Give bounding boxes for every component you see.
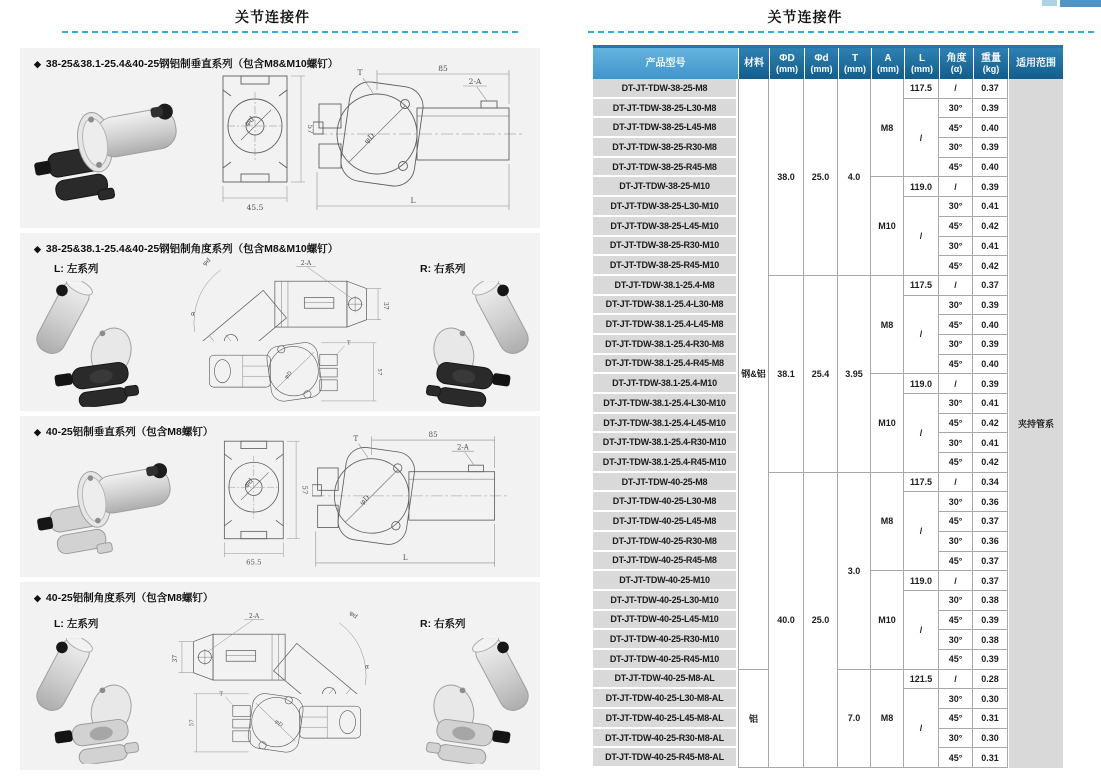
svg-text:L: L	[410, 196, 416, 205]
cell-a: M10	[871, 374, 904, 472]
left-series-label: L: 左系列	[54, 618, 99, 630]
cell-model: DT-JT-TDW-38-25-M8	[593, 79, 738, 99]
cell-model: DT-JT-TDW-38-25-M10	[593, 177, 738, 197]
diamond-bullet-icon: ◆	[34, 427, 41, 437]
section-heading: ◆ 40-25铝制垂直系列（包含M8螺钉）	[34, 426, 214, 438]
diamond-bullet-icon: ◆	[34, 593, 41, 603]
cell-l: 121.5	[904, 670, 939, 690]
cell-weight: 0.31	[973, 709, 1008, 729]
cell-l: /	[904, 492, 939, 571]
cell-weight: 0.37	[973, 552, 1008, 572]
cell-model: DT-JT-TDW-38-25-L30-M8	[593, 99, 738, 119]
part-photo-angle-right	[392, 638, 537, 764]
cell-weight: 0.37	[973, 276, 1008, 296]
cell-weight: 0.42	[973, 256, 1008, 276]
svg-text:2-A: 2-A	[468, 77, 482, 86]
svg-text:φD: φD	[358, 493, 372, 507]
svg-text:φD: φD	[283, 370, 294, 381]
right-title-divider	[588, 31, 1094, 33]
cell-weight: 0.38	[973, 630, 1008, 650]
cell-a: M8	[871, 276, 904, 374]
cell-model: DT-JT-TDW-38.1-25.4-R45-M8	[593, 355, 738, 375]
table-body	[593, 79, 1063, 768]
cell-model: DT-JT-TDW-38.1-25.4-R30-M10	[593, 433, 738, 453]
cell-model: DT-JT-TDW-40-25-L45-M10	[593, 611, 738, 631]
cell-model: DT-JT-TDW-40-25-R30-M8	[593, 532, 738, 552]
cell-angle: 45°	[939, 512, 973, 532]
svg-text:φd: φd	[201, 256, 213, 268]
cell-angle: 30°	[939, 689, 973, 709]
left-page-title: 关节连接件	[235, 9, 310, 25]
section-heading: ◆ 38-25&38.1-25.4&40-25钢铝制垂直系列（包含M8&M10螺钉）	[34, 58, 339, 70]
diamond-bullet-icon: ◆	[34, 59, 41, 69]
cell-l: 117.5	[904, 473, 939, 493]
col-header-model: 产品型号	[593, 48, 738, 79]
col-header-phid: Φd (mm)	[804, 48, 838, 79]
cell-angle: 30°	[939, 433, 973, 453]
cell-angle: 45°	[939, 709, 973, 729]
cell-weight: 0.36	[973, 492, 1008, 512]
cell-weight: 0.37	[973, 79, 1008, 99]
spec-table	[593, 48, 1063, 768]
right-page-title: 关节连接件	[767, 9, 843, 25]
cell-weight: 0.37	[973, 512, 1008, 532]
cell-model: DT-JT-TDW-38-25-R45-M10	[593, 256, 738, 276]
col-header-a: A (mm)	[871, 48, 904, 79]
angle-top-view-drawing	[172, 608, 377, 694]
front-view-drawing	[217, 432, 309, 570]
spec-table-wrap	[593, 45, 1063, 768]
cell-weight: 0.30	[973, 689, 1008, 709]
part-photo-angle-right	[392, 281, 537, 407]
cell-angle: 30°	[939, 630, 973, 650]
cell-angle: 45°	[939, 748, 973, 768]
cell-phiD: 38.0	[769, 79, 804, 276]
svg-text:57: 57	[306, 124, 315, 134]
col-header-range: 适用范围	[1008, 48, 1063, 79]
cell-model: DT-JT-TDW-38.1-25.4-L45-M8	[593, 315, 738, 335]
right-series-label: R: 右系列	[420, 263, 466, 275]
section-angle-steel	[20, 233, 540, 411]
cell-angle: 30°	[939, 335, 973, 355]
cell-weight: 0.42	[973, 217, 1008, 237]
cell-weight: 0.34	[973, 473, 1008, 493]
front-view-drawing	[215, 66, 315, 216]
cell-angle: /	[939, 374, 973, 394]
svg-text:85: 85	[428, 431, 438, 440]
cell-model: DT-JT-TDW-40-25-L30-M8-AL	[593, 689, 738, 709]
angle-bottom-view-drawing	[180, 688, 380, 757]
cell-model: DT-JT-TDW-38.1-25.4-L30-M10	[593, 394, 738, 414]
cell-weight: 0.40	[973, 158, 1008, 178]
cell-l: 119.0	[904, 177, 939, 197]
cell-model: DT-JT-TDW-38-25-L45-M10	[593, 217, 738, 237]
cell-angle: 30°	[939, 729, 973, 749]
cell-angle: /	[939, 571, 973, 591]
svg-text:37: 37	[172, 654, 180, 663]
svg-text:45.5: 45.5	[246, 203, 264, 212]
cell-angle: 45°	[939, 256, 973, 276]
cell-model: DT-JT-TDW-40-25-L30-M8	[593, 492, 738, 512]
svg-text:57: 57	[300, 485, 309, 495]
table-row	[593, 473, 1063, 493]
section-heading: ◆ 40-25铝制角度系列（包含M8螺钉）	[34, 592, 214, 604]
diamond-bullet-icon: ◆	[34, 244, 41, 254]
svg-text:65.5: 65.5	[246, 558, 262, 567]
cell-model: DT-JT-TDW-38-25-L45-M8	[593, 118, 738, 138]
table-row	[593, 79, 1063, 99]
cell-a: M10	[871, 571, 904, 669]
cell-angle: /	[939, 670, 973, 690]
section-angle-aluminum	[20, 582, 540, 770]
cell-angle: 45°	[939, 453, 973, 473]
cell-model: DT-JT-TDW-40-25-L30-M10	[593, 591, 738, 611]
cell-l: /	[904, 394, 939, 473]
cell-angle: 30°	[939, 237, 973, 257]
cell-weight: 0.39	[973, 177, 1008, 197]
cell-phid: 25.4	[804, 276, 838, 473]
cell-model: DT-JT-TDW-40-25-R30-M10	[593, 630, 738, 650]
cell-l: 119.0	[904, 374, 939, 394]
svg-text:T: T	[353, 434, 359, 443]
cell-a: M8	[871, 670, 904, 768]
cell-weight: 0.37	[973, 571, 1008, 591]
svg-text:φd: φd	[242, 114, 257, 128]
table-head	[593, 48, 1063, 79]
cell-weight: 0.39	[973, 99, 1008, 119]
col-header-t: T (mm)	[838, 48, 871, 79]
cell-weight: 0.40	[973, 355, 1008, 375]
cell-angle: 45°	[939, 118, 973, 138]
svg-text:φD: φD	[362, 131, 377, 146]
left-series-label: L: 左系列	[54, 263, 99, 275]
cell-a: M8	[871, 79, 904, 177]
cell-model: DT-JT-TDW-40-25-R30-M8-AL	[593, 729, 738, 749]
cell-weight: 0.39	[973, 611, 1008, 631]
cell-model: DT-JT-TDW-40-25-L45-M8	[593, 512, 738, 532]
cell-model: DT-JT-TDW-40-25-R45-M8-AL	[593, 748, 738, 768]
cell-angle: 30°	[939, 492, 973, 512]
cell-weight: 0.39	[973, 296, 1008, 316]
cell-weight: 0.31	[973, 748, 1008, 768]
section-heading: ◆ 38-25&38.1-25.4&40-25钢铝制角度系列（包含M8&M10螺钉）	[34, 243, 339, 255]
cell-angle: /	[939, 177, 973, 197]
part-photo-vertical-steel	[32, 86, 192, 219]
svg-text:2-A: 2-A	[457, 443, 469, 452]
cell-phid: 25.0	[804, 79, 838, 276]
cell-material: 钢&铝	[738, 79, 769, 670]
cell-l: 117.5	[904, 79, 939, 99]
angle-bottom-view-drawing	[190, 337, 390, 406]
angle-top-view-drawing	[183, 255, 388, 341]
svg-text:φd: φd	[347, 609, 359, 621]
cell-angle: 30°	[939, 394, 973, 414]
cell-weight: 0.30	[973, 729, 1008, 749]
cell-weight: 0.42	[973, 453, 1008, 473]
svg-text:57: 57	[375, 368, 382, 376]
svg-text:85: 85	[438, 64, 448, 73]
cell-weight: 0.39	[973, 138, 1008, 158]
svg-text:α: α	[364, 663, 370, 671]
cell-phiD: 38.1	[769, 276, 804, 473]
cell-model: DT-JT-TDW-38-25-R30-M10	[593, 237, 738, 257]
cell-l: /	[904, 99, 939, 178]
col-header-angle: 角度 (α)	[939, 48, 973, 79]
col-header-material: 材料	[738, 48, 769, 79]
corner-decoration-light	[1042, 0, 1057, 6]
cell-model: DT-JT-TDW-38.1-25.4-L45-M10	[593, 414, 738, 434]
cell-l: 119.0	[904, 571, 939, 591]
section-vertical-steel	[20, 48, 540, 228]
cell-range: 夹持管系	[1008, 79, 1063, 768]
cell-weight: 0.39	[973, 650, 1008, 670]
cell-weight: 0.41	[973, 197, 1008, 217]
cell-angle: 45°	[939, 355, 973, 375]
cell-t: 3.95	[838, 276, 871, 473]
cell-angle: 30°	[939, 296, 973, 316]
cell-weight: 0.40	[973, 315, 1008, 335]
cell-a: M10	[871, 177, 904, 275]
svg-text:2-A: 2-A	[248, 612, 260, 620]
cell-model: DT-JT-TDW-38.1-25.4-L30-M8	[593, 296, 738, 316]
cell-angle: 45°	[939, 552, 973, 572]
part-photo-angle-left	[28, 638, 173, 764]
cell-t: 7.0	[838, 670, 871, 768]
svg-text:φD: φD	[273, 718, 284, 729]
cell-l: /	[904, 591, 939, 670]
cell-model: DT-JT-TDW-40-25-M8-AL	[593, 670, 738, 690]
cell-angle: /	[939, 79, 973, 99]
cell-angle: 45°	[939, 650, 973, 670]
cell-l: /	[904, 689, 939, 768]
cell-model: DT-JT-TDW-40-25-L45-M8-AL	[593, 709, 738, 729]
cell-angle: /	[939, 473, 973, 493]
col-header-phiD: ΦD (mm)	[769, 48, 804, 79]
table-header-row	[593, 48, 1063, 79]
svg-text:T: T	[357, 68, 363, 77]
section-vertical-aluminum	[20, 416, 540, 577]
cell-l: 117.5	[904, 276, 939, 296]
cell-weight: 0.36	[973, 532, 1008, 552]
cell-weight: 0.42	[973, 414, 1008, 434]
cell-t: 3.0	[838, 473, 871, 670]
cell-model: DT-JT-TDW-40-25-M8	[593, 473, 738, 493]
cell-model: DT-JT-TDW-38-25-R30-M8	[593, 138, 738, 158]
cell-model: DT-JT-TDW-40-25-M10	[593, 571, 738, 591]
cell-angle: 30°	[939, 99, 973, 119]
table-row	[593, 276, 1063, 296]
svg-text:57: 57	[189, 719, 196, 727]
cell-model: DT-JT-TDW-38.1-25.4-M10	[593, 374, 738, 394]
svg-text:φd: φd	[242, 476, 255, 490]
cell-angle: 30°	[939, 197, 973, 217]
cell-model: DT-JT-TDW-38.1-25.4-R45-M10	[593, 453, 738, 473]
svg-text:L: L	[402, 554, 408, 563]
cell-model: DT-JT-TDW-38.1-25.4-R30-M8	[593, 335, 738, 355]
cell-angle: 45°	[939, 217, 973, 237]
cell-angle: /	[939, 276, 973, 296]
svg-text:T: T	[347, 340, 351, 347]
cell-phid: 25.0	[804, 473, 838, 768]
cell-angle: 45°	[939, 315, 973, 335]
cell-l: /	[904, 296, 939, 375]
cell-angle: 30°	[939, 532, 973, 552]
corner-decoration-dark	[1060, 0, 1101, 7]
cell-a: M8	[871, 473, 904, 571]
svg-text:37: 37	[381, 301, 389, 310]
cell-model: DT-JT-TDW-38.1-25.4-M8	[593, 276, 738, 296]
cell-model: DT-JT-TDW-40-25-R45-M10	[593, 650, 738, 670]
cell-model: DT-JT-TDW-40-25-R45-M8	[593, 552, 738, 572]
cell-weight: 0.41	[973, 394, 1008, 414]
cell-weight: 0.38	[973, 591, 1008, 611]
cell-material: 铝	[738, 670, 769, 768]
cell-weight: 0.40	[973, 118, 1008, 138]
cell-phiD: 40.0	[769, 473, 804, 768]
svg-text:α: α	[190, 310, 196, 318]
part-photo-angle-left	[28, 281, 173, 407]
cell-angle: 45°	[939, 414, 973, 434]
cell-angle: 45°	[939, 611, 973, 631]
right-series-label: R: 右系列	[420, 618, 466, 630]
svg-text:2-A: 2-A	[300, 259, 312, 267]
cell-angle: 45°	[939, 158, 973, 178]
cell-weight: 0.39	[973, 374, 1008, 394]
cell-weight: 0.28	[973, 670, 1008, 690]
part-photo-vertical-aluminum	[35, 448, 185, 570]
cell-model: DT-JT-TDW-38-25-L30-M10	[593, 197, 738, 217]
cell-l: /	[904, 197, 939, 276]
side-view-drawing	[312, 427, 517, 576]
col-header-l: L (mm)	[904, 48, 939, 79]
cell-weight: 0.41	[973, 433, 1008, 453]
cell-angle: 30°	[939, 591, 973, 611]
side-view-drawing	[313, 60, 533, 220]
left-title-divider	[62, 31, 518, 33]
cell-model: DT-JT-TDW-38-25-R45-M8	[593, 158, 738, 178]
svg-text:T: T	[219, 691, 223, 698]
cell-weight: 0.41	[973, 237, 1008, 257]
cell-angle: 30°	[939, 138, 973, 158]
cell-weight: 0.39	[973, 335, 1008, 355]
cell-t: 4.0	[838, 79, 871, 276]
col-header-weight: 重量 (kg)	[973, 48, 1008, 79]
